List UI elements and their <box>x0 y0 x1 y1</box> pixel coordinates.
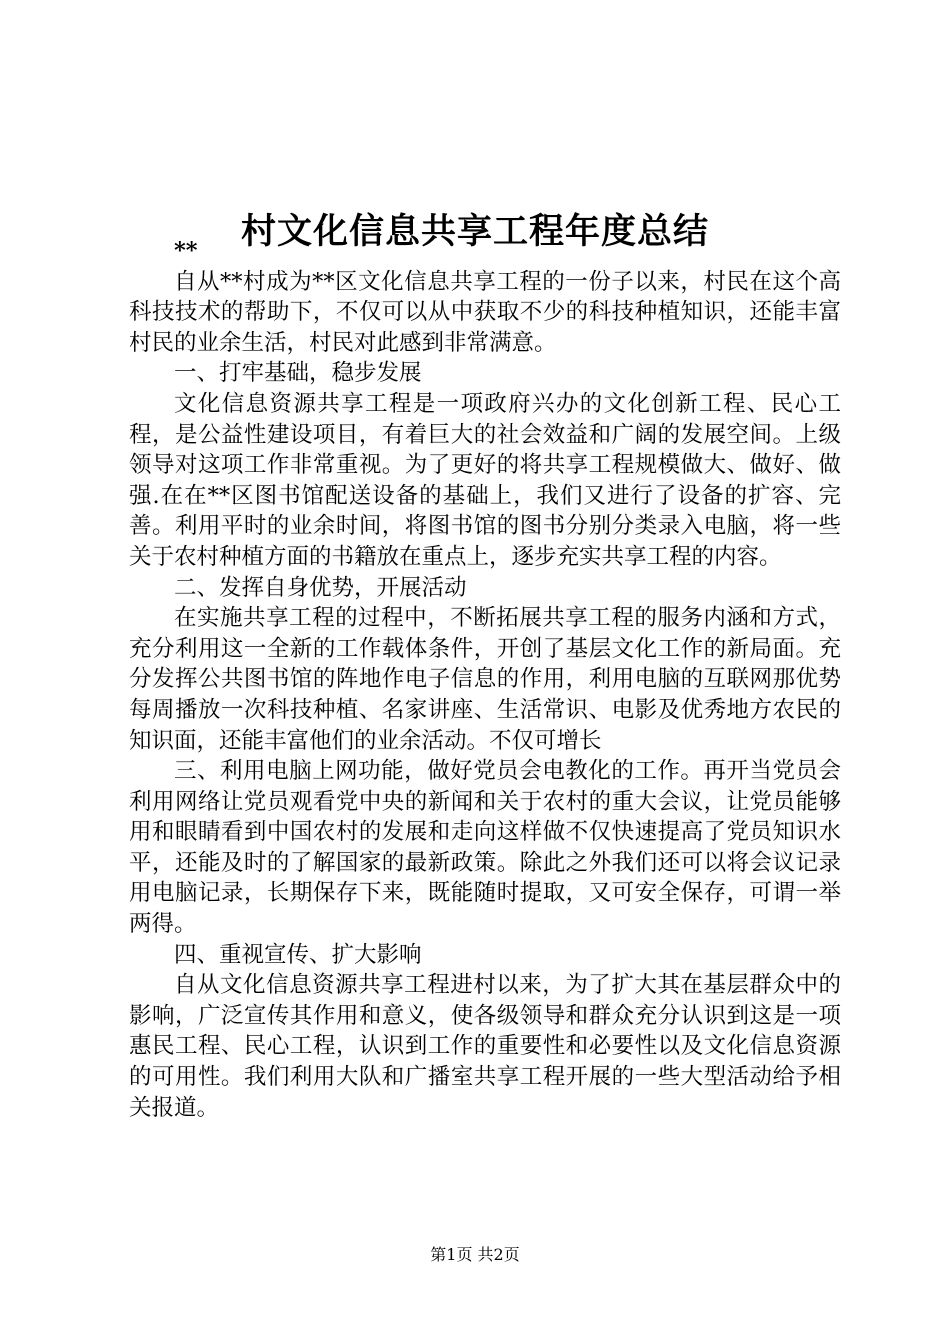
author-line: ** <box>174 238 198 264</box>
intro-paragraph: 自从**村成为**区文化信息共享工程的一份子以来，村民在这个高科技技术的帮助下，不仅可以从中获取不少的科技种植知识，还能丰富村民的业余生活，村民对此感到非常满意。 <box>129 268 841 356</box>
page-title: 村文化信息共享工程年度总结 <box>240 211 709 253</box>
section-paragraph-1: 文化信息资源共享工程是一项政府兴办的文化创新工程、民心工程，是公益性建设项目，有着巨大的社会效益和广阔的发展空间。上级领导对这项工作非常重视。为了更好的将共享工程规模做大、做好、做强.在在**区图书馆配送设备的基础上，我们又进行了设备的扩容、完善。利用平时的业余时间，将图书馆的图书分别分类录入电脑，将一些关于农村种植方面的书籍放在重点上，逐步充实共享工程的内容。 <box>129 390 841 570</box>
page-number-footer: 第1页 共2页 <box>430 1245 520 1264</box>
section-heading-4: 四、重视宣传、扩大影响 <box>174 941 422 968</box>
document-body <box>129 236 841 1123</box>
section-paragraph-3: 三、利用电脑上网功能，做好党员会电教化的工作。再开当党员会利用网络让党员观看党中央的新闻和关于农村的重大会议，让党员能够用和眼睛看到中国农村的发展和走向这样做不仅快速提高了党员知识水平，还能及时的了解国家的最新政策。除此之外我们还可以将会议记录用电脑记录，长期保存下来，既能随时提取，又可安全保存，可谓一举两得。 <box>129 758 841 938</box>
section-paragraph-4: 自从文化信息资源共享工程进村以来，为了扩大其在基层群众中的影响，广泛宣传其作用和意义，使各级领导和群众充分认识到这是一项惠民工程、民心工程，认识到工作的重要性和必要性以及文化信息资源的可用性。我们利用大队和广播室共享工程开展的一些大型活动给予相关报道。 <box>129 972 841 1121</box>
section-paragraph-2: 在实施共享工程的过程中，不断拓展共享工程的服务内涵和方式，充分利用这一全新的工作载体条件，开创了基层文化工作的新局面。充分发挥公共图书馆的阵地作电子信息的作用，利用电脑的互联网那优势每周播放一次科技种植、名家讲座、生活常识、电影及优秀地方农民的知识面，还能丰富他们的业余活动。不仅可增长 <box>129 605 841 754</box>
section-heading-1: 一、打牢基础，稳步发展 <box>174 360 422 387</box>
section-heading-2: 二、发挥自身优势，开展活动 <box>174 574 467 601</box>
